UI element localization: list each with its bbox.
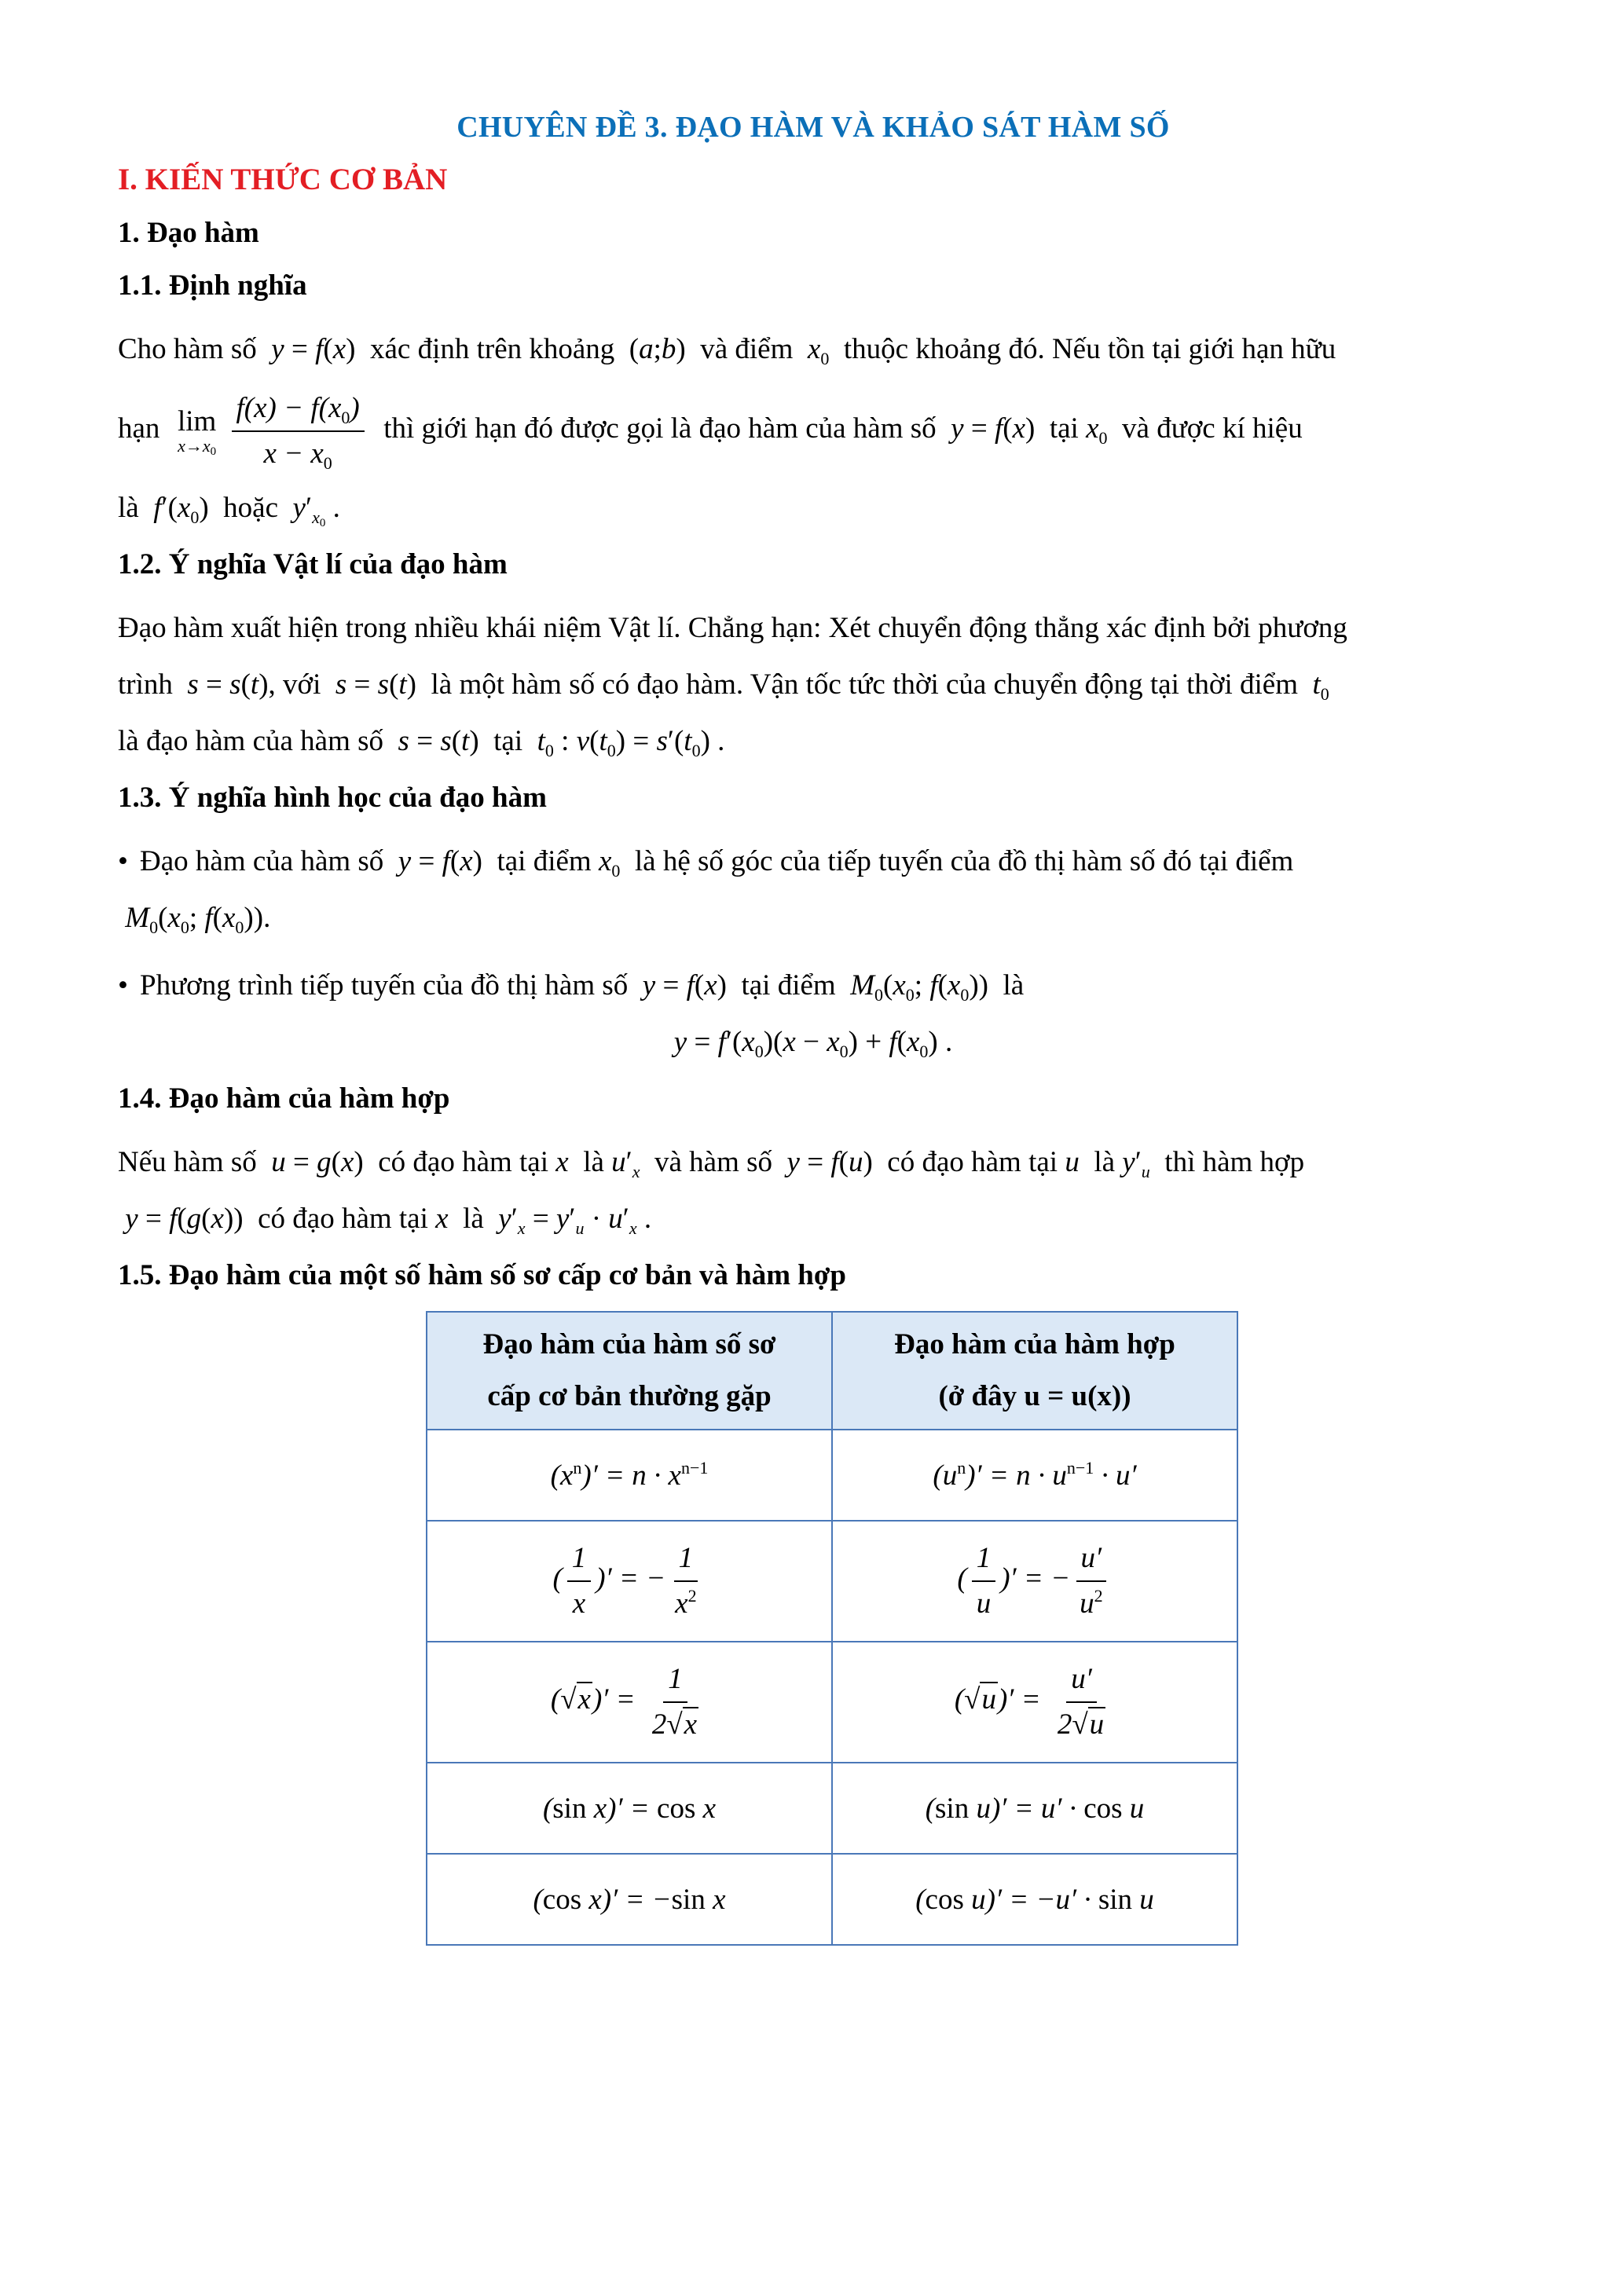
table-header-row	[427, 1312, 1237, 1430]
subsection-heading-1: 1. Đạo hàm	[118, 217, 259, 249]
paragraph-geometry-point: $M_0(x_0$; $f(x_0)$).	[125, 902, 271, 937]
paragraph-physics: Đạo hàm xuất hiện trong nhiều khái niệm Vật lí. Chẳng hạn: Xét chuyển động thẳng xác định bởi phương	[118, 612, 1347, 644]
table-cell: (√x)′ = $\frac{1}{2√x}$	[427, 1642, 832, 1763]
table-row	[427, 1430, 1237, 1521]
table-cell: ( $\frac{1}{u}$ )′ = − $\frac{u'}{u^2}$	[832, 1521, 1237, 1642]
paragraph-composite-2: y = f(g(x)) có đạo hàm tại x là $y'_x = y'_u \cdot u'_x$ .	[125, 1203, 652, 1238]
subsection-heading-1-5: 1.5. Đạo hàm của một số hàm số sơ cấp cơ bản và hàm hợp	[118, 1259, 846, 1291]
table-row	[427, 1763, 1237, 1854]
paragraph-composite: Nếu hàm số u = g(x) có đạo hàm tại x là $u'_x$ và hàm số y = f(u) có đạo hàm tại u là $y'_u$ thì hàm hợp	[118, 1146, 1305, 1181]
subsection-heading-1-3: 1.3. Ý nghĩa hình học của đạo hàm	[118, 782, 547, 814]
paragraph-definition-notation: là $f'(x_0)$ hoặc $y'_{x_0}$ .	[118, 492, 340, 529]
subsection-heading-1-4: 1.4. Đạo hàm của hàm hợp	[118, 1082, 450, 1115]
section-heading-1: I. KIẾN THỨC CƠ BẢN	[118, 163, 448, 196]
table-cell: (√u)′ = $\frac{u'}{2√u}$	[832, 1642, 1237, 1763]
page	[118, 110, 1509, 1946]
paragraph-tangent: • Phương trình tiếp tuyến của đồ thị hàm số y = f(x) tại điểm $M_0(x_0$; $f(x_0)$) là	[118, 969, 1025, 1005]
derivative-table	[426, 1311, 1238, 1946]
table-cell: (cos u)′ = −u′ · sin u	[832, 1854, 1237, 1945]
tangent-equation: $y = f'(x_0)(x - x_0) + f(x_0)$ .	[673, 1026, 953, 1061]
subsection-heading-1-2: 1.2. Ý nghĩa Vật lí của đạo hàm	[118, 548, 508, 580]
table-cell: $(x^n)' = n \cdot x^{n-1}$	[427, 1430, 832, 1521]
table-cell: (cos x)′ = −sin x	[427, 1854, 832, 1945]
paragraph-physics-2: trình s = s(t), với s = s(t) là một hàm số có đạo hàm. Vận tốc tức thời của chuyển động tại thời điểm $t_0$	[118, 668, 1329, 704]
table-header-basic: Đạo hàm của hàm số sơ cấp cơ bản thường gặp	[427, 1312, 832, 1430]
table-row	[427, 1854, 1237, 1945]
table-cell: $(u^n)' = n \cdot u^{n-1} \cdot u'$	[832, 1430, 1237, 1521]
table-cell: (sin x)′ = cos x	[427, 1763, 832, 1854]
paragraph-definition: Cho hàm số y = f(x) xác định trên khoảng (a;b) và điểm $x_0$ thuộc khoảng đó. Nếu tồn tại giới hạn hữu	[118, 333, 1336, 368]
document-title: CHUYÊN ĐỀ 3. ĐẠO HÀM VÀ KHẢO SÁT HÀM SỐ	[456, 111, 1170, 144]
table-cell: ( $\frac{1}{x}$ )′ = − $\frac{1}{x^2}$	[427, 1521, 832, 1642]
table-cell: (sin u)′ = u′ · cos u	[832, 1763, 1237, 1854]
paragraph-physics-3: là đạo hàm của hàm số s = s(t) tại $t_0$ : $v(t_0) = s'(t_0)$ .	[118, 725, 725, 760]
paragraph-geometry: • Đạo hàm của hàm số y = f(x) tại điểm $x_0$ là hệ số góc của tiếp tuyến của đồ thị hàm số đó tại điểm	[118, 845, 1294, 881]
paragraph-definition-limit: hạn lim $x\to x_0$ $\frac{f(x) - f(x_0)}{x - x_0}$ thì giới hạn đó được gọi là đạo hàm của hàm số y = f(x) tại $x_0$ và được kí hiệu	[118, 378, 1509, 480]
table-row	[427, 1642, 1237, 1763]
table-header-composite: Đạo hàm của hàm hợp (ở đây u = u(x))	[832, 1312, 1237, 1430]
subsection-heading-1-1: 1.1. Định nghĩa	[118, 269, 307, 302]
table-row	[427, 1521, 1237, 1642]
